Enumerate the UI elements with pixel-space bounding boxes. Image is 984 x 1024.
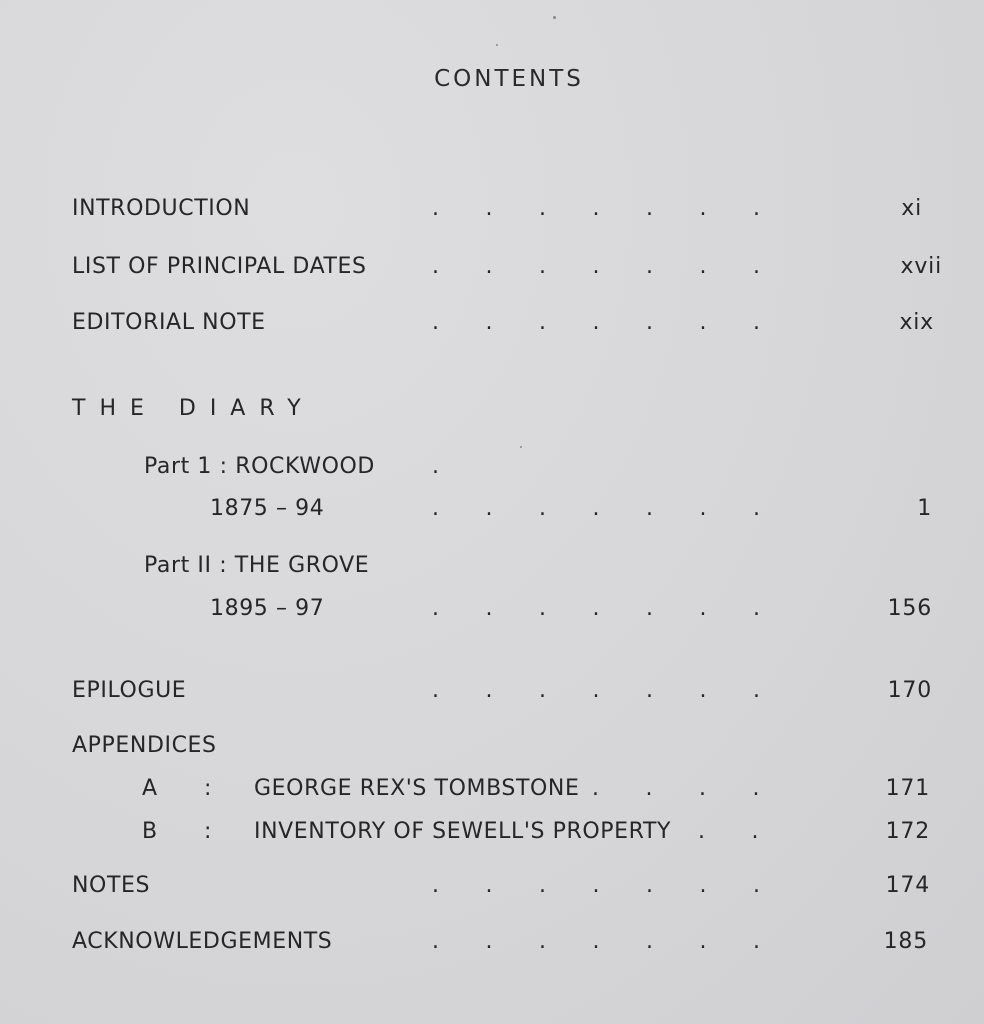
appendix-label: GEORGE REX'S TOMBSTONE [254,776,580,801]
entry-page: 185 [883,929,928,954]
entry-page: 170 [887,678,932,703]
entry-page: xvii [900,254,942,279]
appendix-letter: A [142,776,158,801]
entry-label: NOTES [72,873,151,898]
toc-entry-appendices [0,733,984,763]
entry-label: ACKNOWLEDGEMENTS [72,929,333,954]
entry-page: xi [901,196,922,221]
leader-dots: . . [698,819,759,844]
toc-entry-principal-dates [0,254,984,284]
part-years: 1875 – 94 [210,496,325,521]
entry-label: INTRODUCTION [72,196,251,221]
leader-dots: . . . . . . . [432,929,760,954]
toc-entry-editorial-note [0,310,984,340]
leader-dots: . . . . . . . [432,496,760,521]
toc-entry-epilogue [0,678,984,708]
appendix-colon: : [204,819,213,844]
toc-entry-appendix-a [0,776,984,806]
leader-dots: . . . . . . . [432,254,760,279]
entry-label: EPILOGUE [72,678,187,703]
leader-dots: . . . . [592,776,760,801]
leader-dots: . . . . . . . [432,196,760,221]
entry-page: xix [899,310,934,335]
toc-entry-part-2 [0,553,984,583]
toc-entry-part-2-years [0,596,984,626]
entry-label: LIST OF PRINCIPAL DATES [72,254,367,279]
contents-heading: CONTENTS [434,66,584,92]
toc-entry-part-1-years [0,496,984,526]
leader-dots: . . . . . . . [432,678,760,703]
toc-entry-acknowledgements [0,929,984,959]
part-label: Part II : THE GROVE [144,553,370,578]
entry-page: 172 [885,819,930,844]
appendix-letter: B [142,819,158,844]
paper-speck [553,16,556,19]
toc-entry-appendix-b [0,819,984,849]
leader-dot-trailing: . [432,454,439,479]
section-heading-the-diary: THE DIARY [72,396,315,421]
paper-speck [520,446,522,448]
entry-page: 1 [917,496,932,521]
toc-entry-introduction [0,196,984,226]
appendix-label: INVENTORY OF SEWELL'S PROPERTY [254,819,672,844]
entry-page: 171 [885,776,930,801]
toc-entry-notes [0,873,984,903]
leader-dots: . . . . . . . [432,873,760,898]
leader-dots: . . . . . . . [432,310,760,335]
entry-page: 156 [887,596,932,621]
part-years: 1895 – 97 [210,596,325,621]
leader-dots: . . . . . . . [432,596,760,621]
part-label: Part 1 : ROCKWOOD [144,454,375,479]
entry-page: 174 [885,873,930,898]
entry-label: APPENDICES [72,733,217,758]
entry-label: EDITORIAL NOTE [72,310,266,335]
appendix-colon: : [204,776,213,801]
toc-entry-part-1 [0,454,984,484]
paper-speck [496,44,498,46]
